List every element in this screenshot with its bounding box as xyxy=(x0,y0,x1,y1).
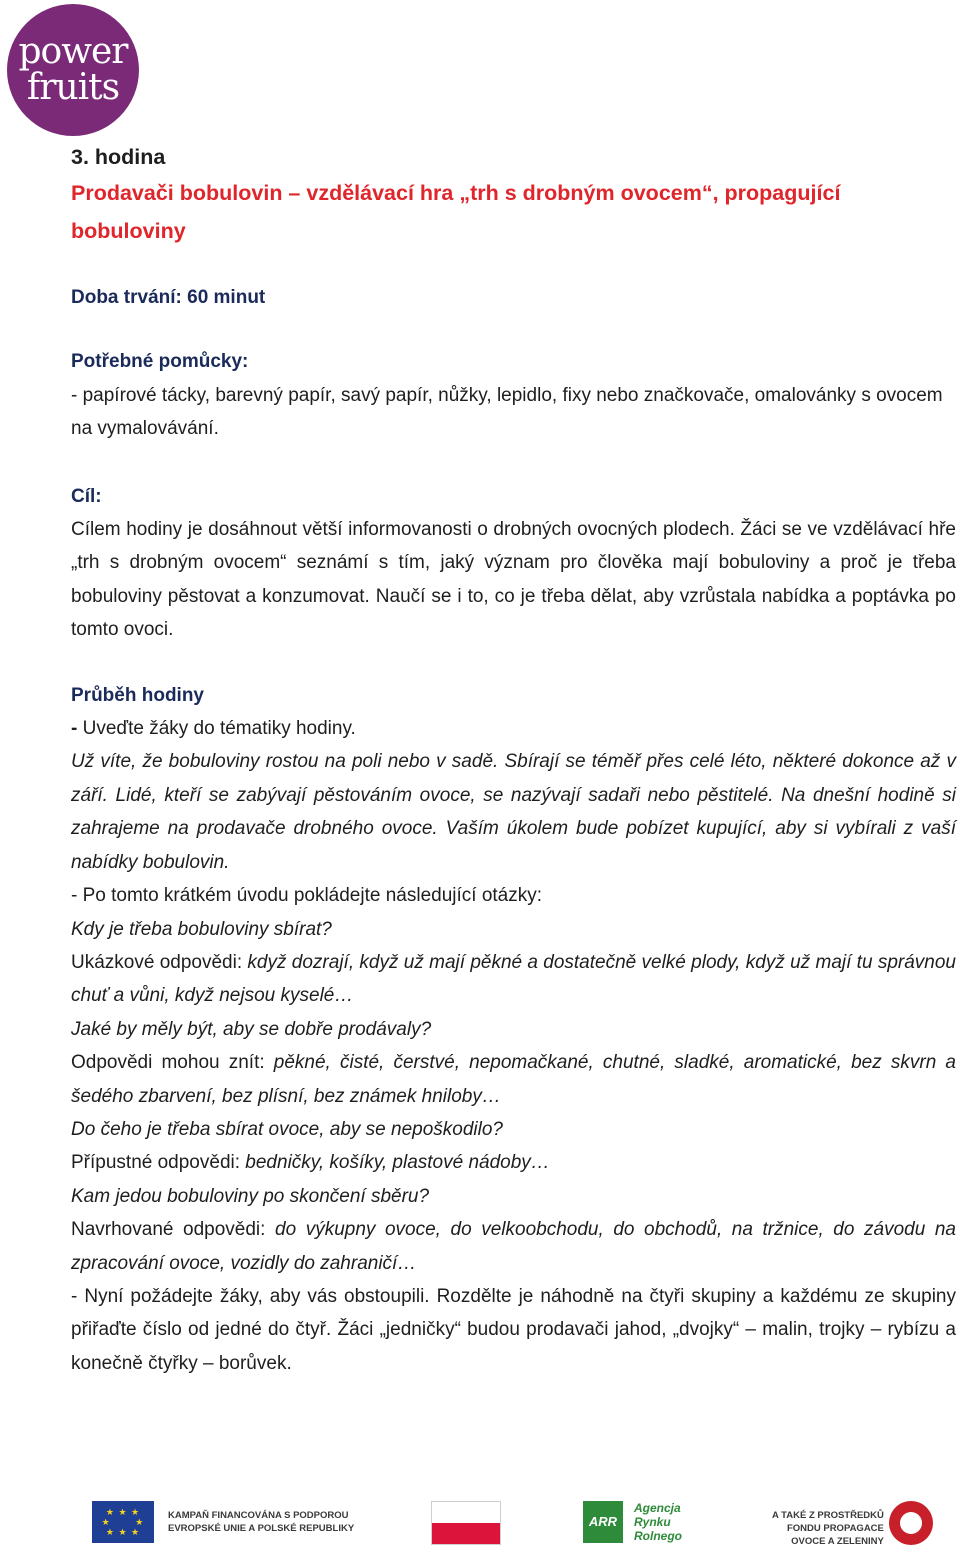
tools-text: - papírové tácky, barevný papír, savý papír, nůžky, lepidlo, fixy nebo značkovače, omalovánky s ovocem na vymalovávání. xyxy=(71,384,943,440)
eu-stars-icon: ★ ★ ★ ★ ★ ★ ★ ★ xyxy=(101,1507,145,1537)
question-4-text: Kam jedou bobuloviny po skončení sběru? xyxy=(71,1185,430,1207)
course-label: Průběh hodiny xyxy=(71,684,204,706)
campaign-text xyxy=(168,1509,354,1535)
answer-1-label: Ukázkové odpovědi: xyxy=(71,951,248,973)
arr-agency-name xyxy=(634,1501,682,1543)
campaign-line-2: EVROPSKÉ UNIE A POLSKÉ REPUBLIKY xyxy=(168,1523,355,1534)
fund-line-2: FONDU PROPAGACE xyxy=(786,1523,884,1534)
question-1-text: Kdy je třeba bobuloviny sbírat? xyxy=(71,918,332,940)
course-intro xyxy=(71,745,956,879)
question-2 xyxy=(71,1013,956,1046)
question-2-text: Jaké by měly být, aby se dobře prodávaly? xyxy=(71,1018,432,1040)
answer-3-text: bedničky, košíky, plastové nádoby… xyxy=(245,1152,550,1174)
lesson-title: Prodavači bobulovin – vzdělávací hra „trh s drobným ovocem“, propagující bobuloviny xyxy=(71,181,841,243)
document-body xyxy=(71,140,956,1380)
logo-word-fruits: fruits xyxy=(26,67,120,108)
power-fruits-logo xyxy=(7,4,139,136)
question-3-text: Do čeho je třeba sbírat ovoce, aby se nepoškodilo? xyxy=(71,1118,503,1140)
sponsor-footer xyxy=(0,1495,960,1550)
answer-3 xyxy=(71,1146,956,1179)
lesson-heading: 3. hodina xyxy=(71,145,166,169)
answer-2 xyxy=(71,1046,956,1113)
course-step-3: - Nyní požádejte žáky, aby vás obstoupili. Rozdělte je náhodně na čtyři skupiny a každému ze skupiny přiřaďte číslo od jedné do čtyř. Žáci „jedničky“ budou prodavači jahod, „dvojky“ – malin, trojky – rybízu a konečně čtyřky – borůvek. xyxy=(71,1285,956,1374)
campaign-line-1: KAMPAŇ FINANCOVÁNA S PODPOROU xyxy=(168,1510,349,1521)
answer-4-label: Navrhované odpovědi: xyxy=(71,1219,275,1241)
answer-4-text: do výkupny ovoce, do velkoobchodu, do obchodů, na tržnice, do závodu na zpracování ovoce, vozidly do zahraničí… xyxy=(71,1219,956,1274)
fund-line-3: OVOCE A ZELENINY xyxy=(791,1536,884,1547)
question-1 xyxy=(71,913,956,946)
arr-logo: ARR xyxy=(583,1501,623,1543)
course-step-1 xyxy=(71,712,956,745)
arr-line-3: Rolnego xyxy=(634,1529,682,1543)
eu-flag-icon xyxy=(92,1501,154,1543)
question-4 xyxy=(71,1180,956,1213)
question-3 xyxy=(71,1113,956,1146)
fund-emblem-icon xyxy=(889,1501,933,1545)
tools-label: Potřebné pomůcky: xyxy=(71,351,249,373)
answer-1-text: když dozrají, když už mají pěkné a dostatečně velké plody, když už mají tu správnou chuť a vůni, když nejsou kyselé… xyxy=(71,951,956,1007)
fund-text xyxy=(772,1509,884,1548)
logo-word-power: power xyxy=(18,31,128,72)
answer-3-label: Přípustné odpovědi: xyxy=(71,1152,246,1174)
answer-2-text: pěkné, čisté, čerstvé, nepomačkané, chutné, sladké, aromatické, bez skvrn a šedého zbarvení, bez plísní, bez známek hniloby… xyxy=(71,1052,956,1107)
answer-4 xyxy=(71,1213,956,1280)
fund-line-1: A TAKÉ Z PROSTŘEDKŮ xyxy=(772,1510,884,1521)
answer-1 xyxy=(71,946,956,1013)
intro-text: Už víte, že bobuloviny rostou na poli nebo v sadě. Sbírají se téměř přes celé léto, některé dokonce až v září. Lidé, kteří se zabývají pěstováním ovoce, se nazývají sadaři nebo pěstitelé. Na dnešní hodině si zahrajeme na prodavače drobného ovoce. Vaším úkolem bude pobízet kupující, aby si vybírali z vaší nabídky bobulovin. xyxy=(71,751,956,873)
step-1-text: Uveďte žáky do tématiky hodiny. xyxy=(82,718,356,740)
goal-text: Cílem hodiny je dosáhnout větší informovanosti o drobných ovocných plodech. Žáci se ve vzdělávací hře „trh s drobným ovocem“ seznámí s tím, jaký význam pro člověka mají bobuloviny a proč je třeba bobuloviny pěstovat a konzumovat. Naučí se i to, co je třeba dělat, aby vzrůstala nabídka a poptávka po tomto ovoci. xyxy=(71,519,956,641)
poland-flag-icon xyxy=(431,1501,501,1545)
course-step-2: - Po tomto krátkém úvodu pokládejte následující otázky: xyxy=(71,885,543,907)
step-dash: - xyxy=(71,718,83,740)
goal-label: Cíl: xyxy=(71,485,102,507)
arr-line-2: Rynku xyxy=(634,1515,671,1529)
duration: Doba trvání: 60 minut xyxy=(71,287,266,308)
answer-2-label: Odpovědi mohou znít: xyxy=(71,1052,274,1074)
arr-line-1: Agencja xyxy=(634,1501,681,1515)
